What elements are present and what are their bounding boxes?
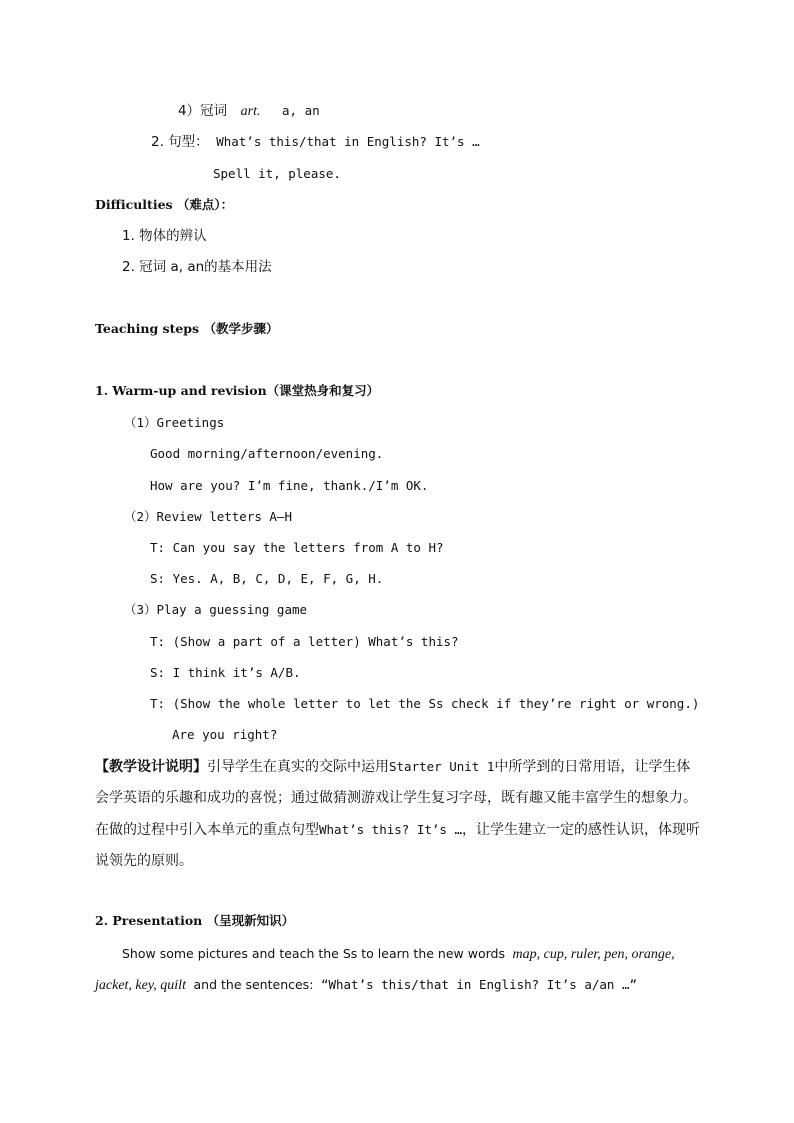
game-line-4: Are you right? bbox=[172, 727, 278, 742]
design-note-part1: 引导学生在真实的交际中运用 bbox=[207, 759, 389, 775]
game-line-2: S: I think it’s A/B. bbox=[150, 665, 301, 680]
presentation-sentence: “What’s this/that in English? It’s a/an …” bbox=[320, 977, 638, 992]
objective-item-2-prefix: 2. 句型： bbox=[151, 134, 209, 150]
objective-item-4-term: art. bbox=[240, 104, 261, 119]
design-note-starter: Starter Unit 1 bbox=[389, 759, 495, 774]
warmup-heading: 1. Warm-up and revision（课堂热身和复习） bbox=[95, 383, 380, 398]
presentation-heading: 2. Presentation （呈现新知识） bbox=[95, 913, 295, 928]
game-title: （3）Play a guessing game bbox=[124, 602, 308, 617]
design-note-pattern: What’s this? It’s … bbox=[319, 822, 462, 837]
design-note-label: 【教学设计说明】 bbox=[95, 759, 207, 775]
objective-item-4-prefix: 4）冠词 bbox=[178, 103, 228, 119]
presentation-words-1: map, cup, ruler, pen, orange, bbox=[512, 947, 675, 962]
presentation-line-1 bbox=[122, 946, 675, 963]
greetings-line-2: How are you? I’m fine, thank./I’m OK. bbox=[150, 478, 429, 493]
game-line-3: T: (Show the whole letter to let the Ss check if they’re right or wrong.) bbox=[150, 696, 700, 711]
objective-item-2-text: What’s this/that in English? It’s … bbox=[216, 134, 480, 149]
review-line-2: S: Yes. A, B, C, D, E, F, G, H. bbox=[150, 571, 384, 586]
presentation-words-2: jacket, key, quilt bbox=[95, 978, 186, 993]
objective-item-2-cont: Spell it, please. bbox=[213, 166, 341, 181]
objective-item-2 bbox=[151, 134, 480, 150]
difficulty-item-1: 1. 物体的辨认 bbox=[122, 228, 207, 244]
review-line-1: T: Can you say the letters from A to H? bbox=[150, 540, 444, 555]
design-note-part3: ，让学生建立一定的感性认识，体现听说领先的原则。 bbox=[95, 822, 700, 869]
game-line-1: T: (Show a part of a letter) What’s this? bbox=[150, 634, 459, 649]
review-title: （2）Review letters A–H bbox=[124, 509, 292, 524]
design-note-part2: 中所学到的日常用语，让学生体会学英语的乐趣和成功的喜悦；通过做猜测游戏让学生复习字母，既有趣又能丰富学生的想象力。在做的过程中引入本单元的重点句型 bbox=[95, 759, 697, 838]
presentation-line-2 bbox=[95, 977, 637, 994]
difficulties-heading: Difficulties （难点）： bbox=[95, 197, 234, 212]
greetings-line-1: Good morning/afternoon/evening. bbox=[150, 446, 384, 461]
teaching-steps-heading: Teaching steps （教学步骤） bbox=[95, 321, 279, 336]
difficulty-item-2: 2. 冠词 a, an的基本用法 bbox=[122, 259, 272, 275]
design-note bbox=[95, 751, 701, 877]
greetings-title: （1）Greetings bbox=[124, 415, 225, 430]
objective-item-4-rest: a, an bbox=[282, 103, 320, 118]
objective-item-4 bbox=[178, 103, 320, 120]
presentation-text-2: and the sentences: bbox=[193, 977, 314, 992]
presentation-text-1: Show some pictures and teach the Ss to learn the new words bbox=[122, 946, 505, 961]
